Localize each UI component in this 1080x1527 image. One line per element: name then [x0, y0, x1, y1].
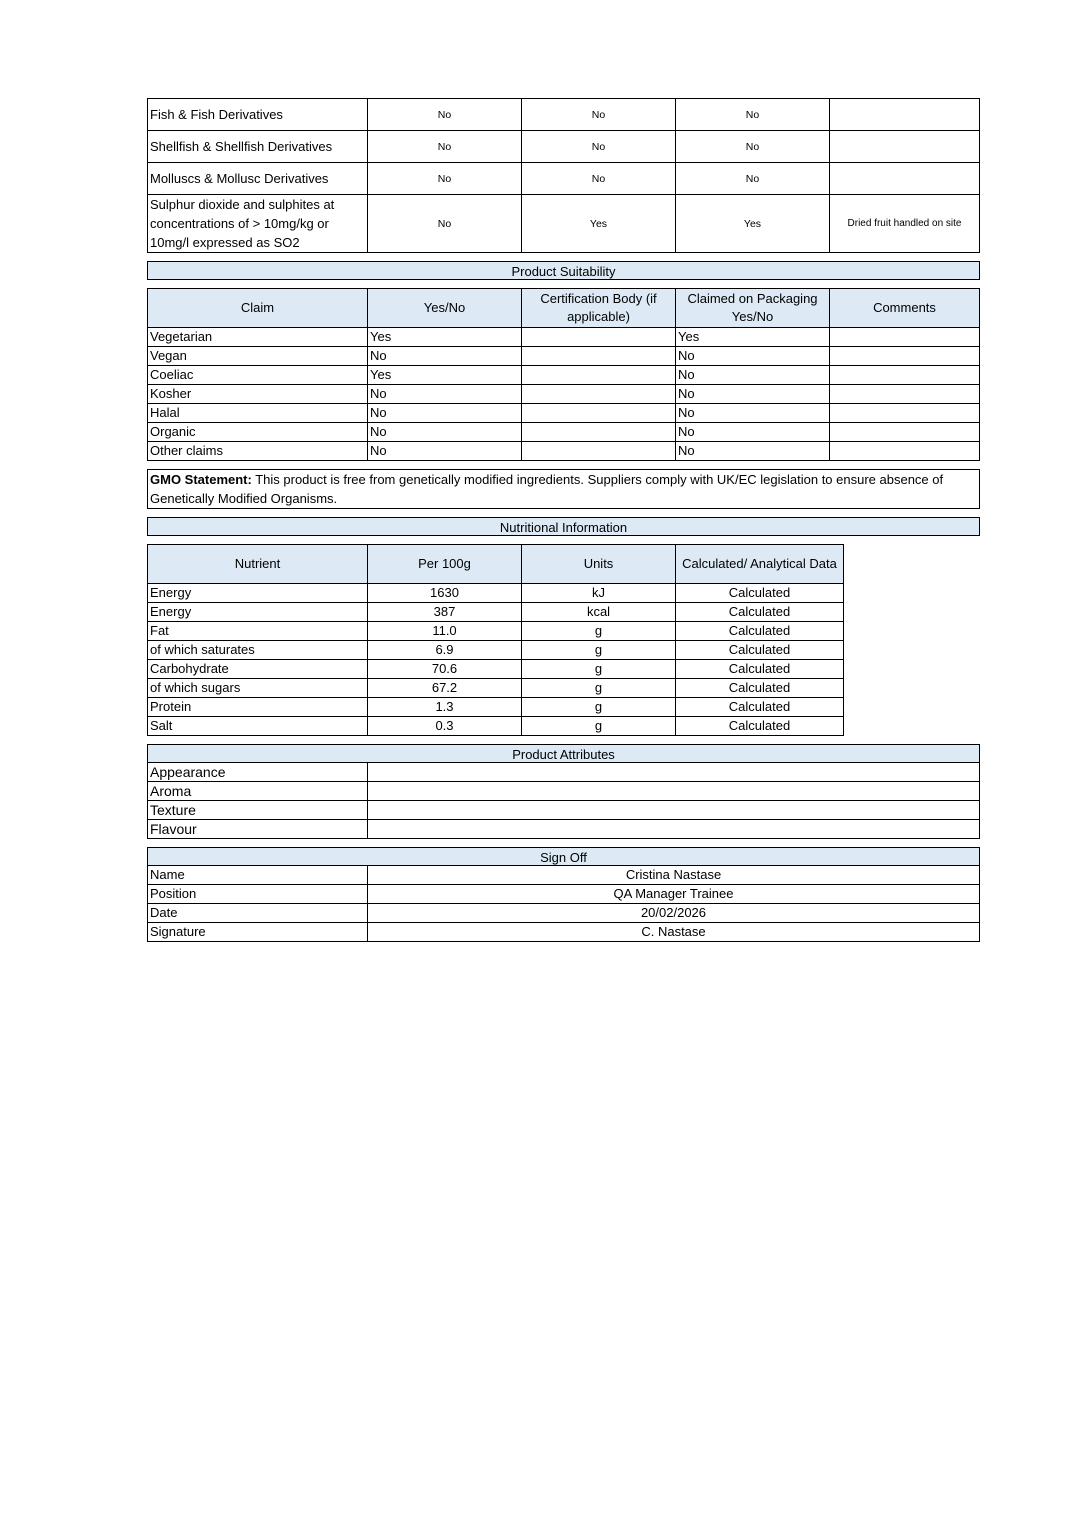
suitability-row — [148, 366, 980, 385]
gmo-statement — [147, 469, 980, 509]
allergen-value: No — [522, 99, 676, 131]
certification-cell — [522, 404, 676, 423]
allergen-value: No — [676, 163, 830, 195]
units-cell: g — [522, 660, 676, 679]
claim-cell: Coeliac — [148, 366, 368, 385]
allergen-value: No — [676, 131, 830, 163]
attribute-value — [368, 763, 980, 782]
attributes-title: Product Attributes — [147, 744, 980, 763]
per100g-cell: 67.2 — [368, 679, 522, 698]
attribute-value — [368, 782, 980, 801]
yesno-cell: No — [368, 423, 522, 442]
allergen-row — [148, 163, 980, 195]
allergen-comment — [830, 99, 980, 131]
allergen-value: Yes — [522, 195, 676, 253]
signoff-value: Cristina Nastase — [368, 866, 980, 885]
allergen-name: Shellfish & Shellfish Derivatives — [148, 131, 368, 163]
calculated-cell: Calculated — [676, 603, 844, 622]
comments-cell — [830, 404, 980, 423]
suitability-row — [148, 347, 980, 366]
nutrition-table — [147, 544, 844, 736]
claim-cell: Vegetarian — [148, 328, 368, 347]
signoff-row — [148, 923, 980, 942]
calculated-cell: Calculated — [676, 641, 844, 660]
units-cell: kcal — [522, 603, 676, 622]
attribute-label: Flavour — [148, 820, 368, 839]
packaging-cell: Yes — [676, 328, 830, 347]
signoff-label: Signature — [148, 923, 368, 942]
allergen-value: No — [522, 131, 676, 163]
suitability-row — [148, 404, 980, 423]
claim-cell: Halal — [148, 404, 368, 423]
nutrition-row — [148, 717, 844, 736]
signoff-label: Position — [148, 885, 368, 904]
packaging-cell: No — [676, 404, 830, 423]
certification-cell — [522, 423, 676, 442]
units-cell: g — [522, 641, 676, 660]
suitability-title: Product Suitability — [147, 261, 980, 280]
yesno-cell: No — [368, 404, 522, 423]
nutrient-cell: of which sugars — [148, 679, 368, 698]
signoff-row — [148, 904, 980, 923]
per100g-cell: 0.3 — [368, 717, 522, 736]
per100g-cell: 1630 — [368, 584, 522, 603]
nutrition-row — [148, 622, 844, 641]
attribute-row — [148, 801, 980, 820]
column-header-units: Units — [522, 545, 676, 584]
yesno-cell: No — [368, 347, 522, 366]
allergen-comment: Dried fruit handled on site — [830, 195, 980, 253]
suitability-table — [147, 288, 980, 461]
units-cell: g — [522, 679, 676, 698]
per100g-cell: 1.3 — [368, 698, 522, 717]
certification-cell — [522, 442, 676, 461]
nutrition-row — [148, 584, 844, 603]
nutrient-cell: Fat — [148, 622, 368, 641]
allergen-value: No — [368, 131, 522, 163]
nutrition-title: Nutritional Information — [147, 517, 980, 536]
attribute-row — [148, 820, 980, 839]
allergen-value: No — [368, 163, 522, 195]
allergen-value: No — [676, 99, 830, 131]
nutrition-row — [148, 603, 844, 622]
signoff-value: QA Manager Trainee — [368, 885, 980, 904]
column-header-certification: Certification Body (if applicable) — [522, 289, 676, 328]
certification-cell — [522, 366, 676, 385]
units-cell: g — [522, 717, 676, 736]
nutrient-cell: of which saturates — [148, 641, 368, 660]
comments-cell — [830, 366, 980, 385]
allergen-row — [148, 131, 980, 163]
allergen-comment — [830, 163, 980, 195]
nutrient-cell: Protein — [148, 698, 368, 717]
packaging-cell: No — [676, 442, 830, 461]
column-header-claim: Claim — [148, 289, 368, 328]
packaging-cell: No — [676, 423, 830, 442]
comments-cell — [830, 347, 980, 366]
nutrition-row — [148, 660, 844, 679]
allergen-value: Yes — [676, 195, 830, 253]
comments-cell — [830, 442, 980, 461]
nutrition-row — [148, 641, 844, 660]
signoff-label: Date — [148, 904, 368, 923]
claim-cell: Organic — [148, 423, 368, 442]
certification-cell — [522, 328, 676, 347]
attribute-label: Aroma — [148, 782, 368, 801]
suitability-row — [148, 442, 980, 461]
comments-cell — [830, 423, 980, 442]
column-header-packaging: Claimed on Packaging Yes/No — [676, 289, 830, 328]
packaging-cell: No — [676, 366, 830, 385]
allergen-value: No — [368, 99, 522, 131]
signoff-row — [148, 866, 980, 885]
per100g-cell: 70.6 — [368, 660, 522, 679]
attribute-row — [148, 782, 980, 801]
per100g-cell: 11.0 — [368, 622, 522, 641]
yesno-cell: Yes — [368, 366, 522, 385]
certification-cell — [522, 347, 676, 366]
allergen-name: Molluscs & Mollusc Derivatives — [148, 163, 368, 195]
gmo-label: GMO Statement: — [150, 472, 252, 487]
nutrition-row — [148, 679, 844, 698]
calculated-cell: Calculated — [676, 679, 844, 698]
suitability-row — [148, 328, 980, 347]
attribute-label: Texture — [148, 801, 368, 820]
packaging-cell: No — [676, 385, 830, 404]
column-header-nutrient: Nutrient — [148, 545, 368, 584]
column-header-yesno: Yes/No — [368, 289, 522, 328]
attributes-table — [147, 762, 980, 839]
signoff-table — [147, 865, 980, 942]
nutrient-cell: Energy — [148, 584, 368, 603]
allergen-name: Fish & Fish Derivatives — [148, 99, 368, 131]
claim-cell: Kosher — [148, 385, 368, 404]
attribute-label: Appearance — [148, 763, 368, 782]
signoff-row — [148, 885, 980, 904]
calculated-cell: Calculated — [676, 698, 844, 717]
column-header-per100g: Per 100g — [368, 545, 522, 584]
gmo-text: This product is free from genetically modified ingredients. Suppliers comply with UK/EC legislation to ensure absence of Genetically Modified Organisms. — [150, 472, 944, 506]
suitability-row — [148, 385, 980, 404]
yesno-cell: No — [368, 385, 522, 404]
allergen-row — [148, 99, 980, 131]
calculated-cell: Calculated — [676, 660, 844, 679]
certification-cell — [522, 385, 676, 404]
comments-cell — [830, 328, 980, 347]
signoff-label: Name — [148, 866, 368, 885]
allergen-row — [148, 195, 980, 253]
per100g-cell: 387 — [368, 603, 522, 622]
units-cell: g — [522, 698, 676, 717]
nutrient-cell: Energy — [148, 603, 368, 622]
nutrition-row — [148, 698, 844, 717]
packaging-cell: No — [676, 347, 830, 366]
column-header-comments: Comments — [830, 289, 980, 328]
claim-cell: Other claims — [148, 442, 368, 461]
suitability-row — [148, 423, 980, 442]
allergen-value: No — [522, 163, 676, 195]
allergen-value: No — [368, 195, 522, 253]
specification-sheet — [147, 98, 980, 942]
nutrient-cell: Carbohydrate — [148, 660, 368, 679]
column-header-calculated: Calculated/ Analytical Data — [676, 545, 844, 584]
attribute-value — [368, 820, 980, 839]
units-cell: g — [522, 622, 676, 641]
calculated-cell: Calculated — [676, 622, 844, 641]
attribute-row — [148, 763, 980, 782]
attribute-value — [368, 801, 980, 820]
allergen-name: Sulphur dioxide and sulphites at concentrations of > 10mg/kg or 10mg/l expressed as SO2 — [148, 195, 368, 253]
allergen-comment — [830, 131, 980, 163]
allergen-table — [147, 98, 980, 253]
claim-cell: Vegan — [148, 347, 368, 366]
yesno-cell: No — [368, 442, 522, 461]
signoff-value: 20/02/2026 — [368, 904, 980, 923]
comments-cell — [830, 385, 980, 404]
per100g-cell: 6.9 — [368, 641, 522, 660]
calculated-cell: Calculated — [676, 717, 844, 736]
units-cell: kJ — [522, 584, 676, 603]
yesno-cell: Yes — [368, 328, 522, 347]
calculated-cell: Calculated — [676, 584, 844, 603]
signoff-value: C. Nastase — [368, 923, 980, 942]
nutrient-cell: Salt — [148, 717, 368, 736]
signoff-title: Sign Off — [147, 847, 980, 866]
